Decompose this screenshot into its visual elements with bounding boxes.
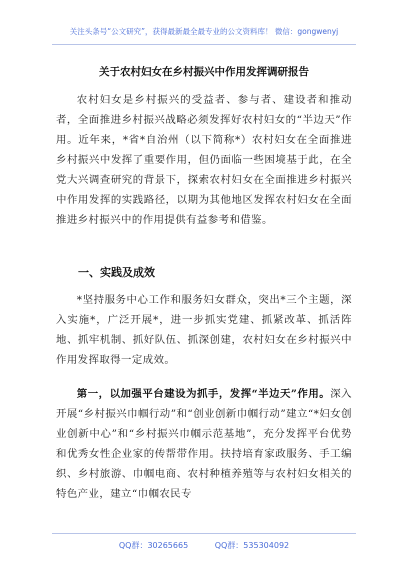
promo-banner: 关注头条号“公文研究”，获得最新最全最专业的公文资料库！ 微信：gongwenyj xyxy=(69,27,339,36)
point-lead: 第一，以加强平台建设为抓手，发挥“半边天”作用。 xyxy=(76,388,331,400)
qq-group-1: QQ群：30265665 xyxy=(118,541,189,550)
document-title: 关于农村妇女在乡村振兴中作用发挥调研报告 xyxy=(99,66,309,78)
qq-group-2: QQ群：535304092 xyxy=(214,541,290,550)
point-paragraph xyxy=(56,384,352,504)
footer-divider xyxy=(52,533,356,534)
intro-paragraph: 农村妇女是乡村振兴的受益者、参与者、建设者和推动者，全面推进乡村振兴战略必须发挥好农村妇女的“半边天”作用。近年来，*省*自治州（以下简称*）农村妇女在全面推进乡村振兴中发挥了重要作用，但仍面临一些困境基于此，在全党大兴调查研究的背景下，探索农村妇女在全面推进乡村振兴中作用发挥的实践路径，以期为其他地区发挥农村妇女在全面推进乡村振兴中的作用提供有益参考和借鉴。 xyxy=(56,94,352,226)
section-paragraph: *坚持服务中心工作和服务妇女群众，突出*三个主题，深入实施*，广泛开展*，进一步抓实党建、抓紧改革、抓活阵地、抓牢机制、抓好队伍、抓深创建，农村妇女在乡村振兴中作用发挥取得一定成效。 xyxy=(56,294,352,366)
footer xyxy=(0,540,408,551)
point-body: 深入开展“乡村振兴巾帼行动”和“创业创新巾帼行动”建立“*妇女创业创新中心”和“乡村振兴巾帼示范基地”，充分发挥平台优势和优秀女性企业家的传帮带作用。扶持培育家政服务、手工编织、乡村旅游、巾帼电商、农村种植养殖等与农村妇女相关的特色产业，建立“巾帼农民专 xyxy=(56,388,352,500)
section-heading: 一、实践及成效 xyxy=(78,266,155,279)
header-divider xyxy=(52,44,356,45)
